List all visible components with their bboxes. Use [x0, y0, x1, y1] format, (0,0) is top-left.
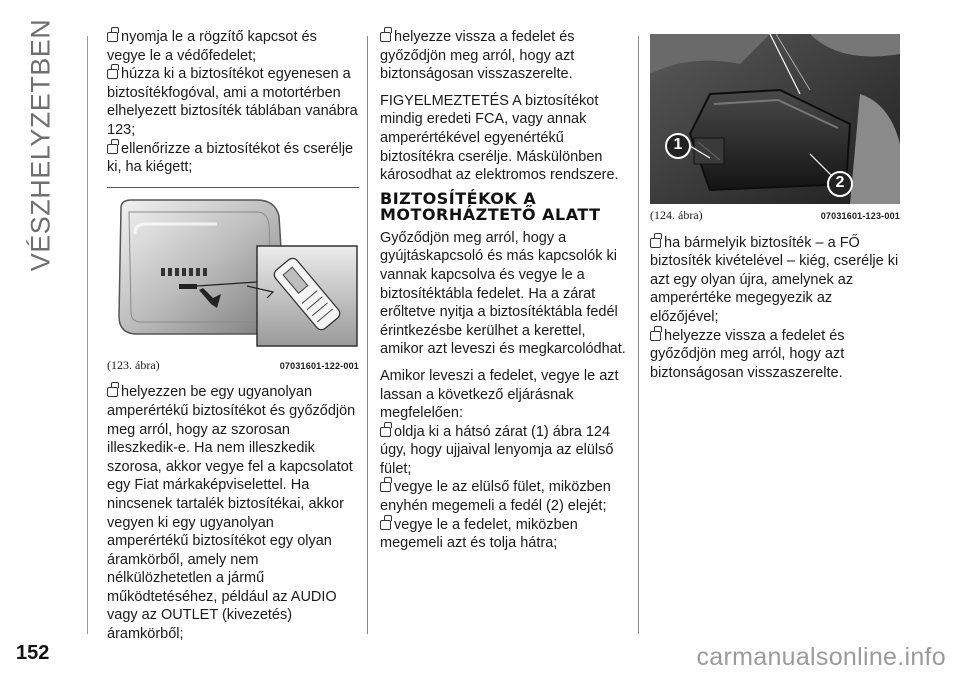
figure-124-caption: [650, 206, 900, 226]
engine-bay-photo: [650, 34, 900, 204]
list-item: helyezzen be egy ugyanolyan amperértékű biztosítékot és győződjön meg arról, hogy az szorosan illeszkedik-e. Ha nem illeszkedik szorosa, akkor vegye fel a kapcsolatot egy Fiat márkaképviselettel. Ha nincsenek tartalék biztosítékai, akkor vegyen ki egy ugyanolyan amperértékű biztosítékot egy olyan áramkörből, amely nem nélkülözhetetlen a jármű működtetéséhez, például az AUDIO vagy az OUTLET (kivezetés) áramkörből;: [107, 384, 356, 643]
figure-top-rule: [107, 187, 359, 188]
figure-123: [107, 194, 359, 354]
side-divider: [87, 36, 88, 634]
list-item: helyezze vissza a fedelet és győződjön meg arról, hogy azt biztonságosan visszaszerelte.: [650, 327, 845, 381]
warning-paragraph: FIGYELMEZTETÉS A biztosítékot mindig eredeti FCA, vagy annak amperértékével egyenértékű biztosítékra cserélje. Máskülönben károsodhat az elektromos rendszere.: [380, 92, 619, 184]
list-item: ellenőrizze a biztosítékot és cserélje ki, ha kiégett;: [107, 140, 354, 176]
bullet-icon: [107, 69, 118, 79]
figure-code: 07031601-122-001: [279, 360, 359, 371]
bullet-icon: [650, 238, 661, 248]
column-divider-2: [638, 36, 639, 634]
bullet-icon: [650, 331, 661, 341]
list-item: vegye le a fedelet, miközben megemeli azt és tolja hátra;: [380, 516, 578, 552]
figure-label: (123. ábra): [107, 357, 160, 372]
callout-2: 2: [835, 174, 845, 191]
watermark-text: carmanualsonline.info: [696, 643, 946, 671]
paragraph: Amikor leveszi a fedelet, vegye le azt lassan a következő eljárásnak megfelelően:: [380, 367, 619, 422]
bullet-icon: [107, 387, 118, 397]
bullet-icon: [380, 32, 391, 42]
list-item: ha bármelyik biztosíték – a FŐ biztosíték kivételével – kiég, cserélje ki azt egy olyan újra, amelynek az amperértéke megegyezik az előzőjével;: [650, 234, 899, 325]
bullet-icon: [380, 482, 391, 492]
section-side-title: [6, 18, 76, 272]
list-item: vegye le az elülső fület, miközben enyhén megemeli a fedél (2) elejét;: [380, 479, 611, 515]
figure-label: (124. ábra): [650, 208, 703, 222]
bullet-icon: [107, 144, 118, 154]
column-2: [380, 28, 630, 553]
figure-code: 07031601-123-001: [820, 211, 900, 221]
paragraph: Győződjön meg arról, hogy a gyújtáskapcsoló és más kapcsolók ki vannak kapcsolva és vegye le a biztosítéktábla fedelet. Ha a zárat erőltetve nyitja a biztosítéktábla fedél érintkezésbe kerülhet a kerettel, amikor azt leveszi és megkarcolódhat.: [380, 229, 626, 358]
section-title-text: VÉSZHELYZETBEN: [25, 18, 56, 272]
callout-1: 1: [673, 136, 683, 153]
figure-123-caption: [107, 356, 359, 376]
bullet-icon: [380, 520, 391, 530]
figure-124: [650, 34, 900, 204]
bullet-icon: [380, 427, 391, 437]
bullet-icon: [107, 32, 118, 42]
column-3: [650, 34, 900, 382]
list-item: helyezze vissza a fedelet és győződjön meg arról, hogy azt biztonságosan visszaszerelte.: [380, 29, 575, 83]
list-item: nyomja le a rögzítő kapcsot és vegye le a védőfedelet;: [107, 29, 317, 64]
column-divider-1: [367, 36, 368, 634]
list-item: húzza ki a biztosítékot egyenesen a biztosítékfogóval, ami a motortérben elhelyezett biztosíték táblában vanábra 123;: [107, 66, 358, 138]
column-1: [107, 28, 359, 644]
section-heading: BIZTOSÍTÉKOK A MOTORHÁZTETŐ ALATT: [380, 188, 601, 224]
list-item: oldja ki a hátsó zárat (1) ábra 124 úgy, hogy ujjaival lenyomja az elülső fület;: [380, 423, 614, 477]
page-number: 152: [16, 642, 50, 664]
fuse-box-illustration: [107, 194, 359, 354]
